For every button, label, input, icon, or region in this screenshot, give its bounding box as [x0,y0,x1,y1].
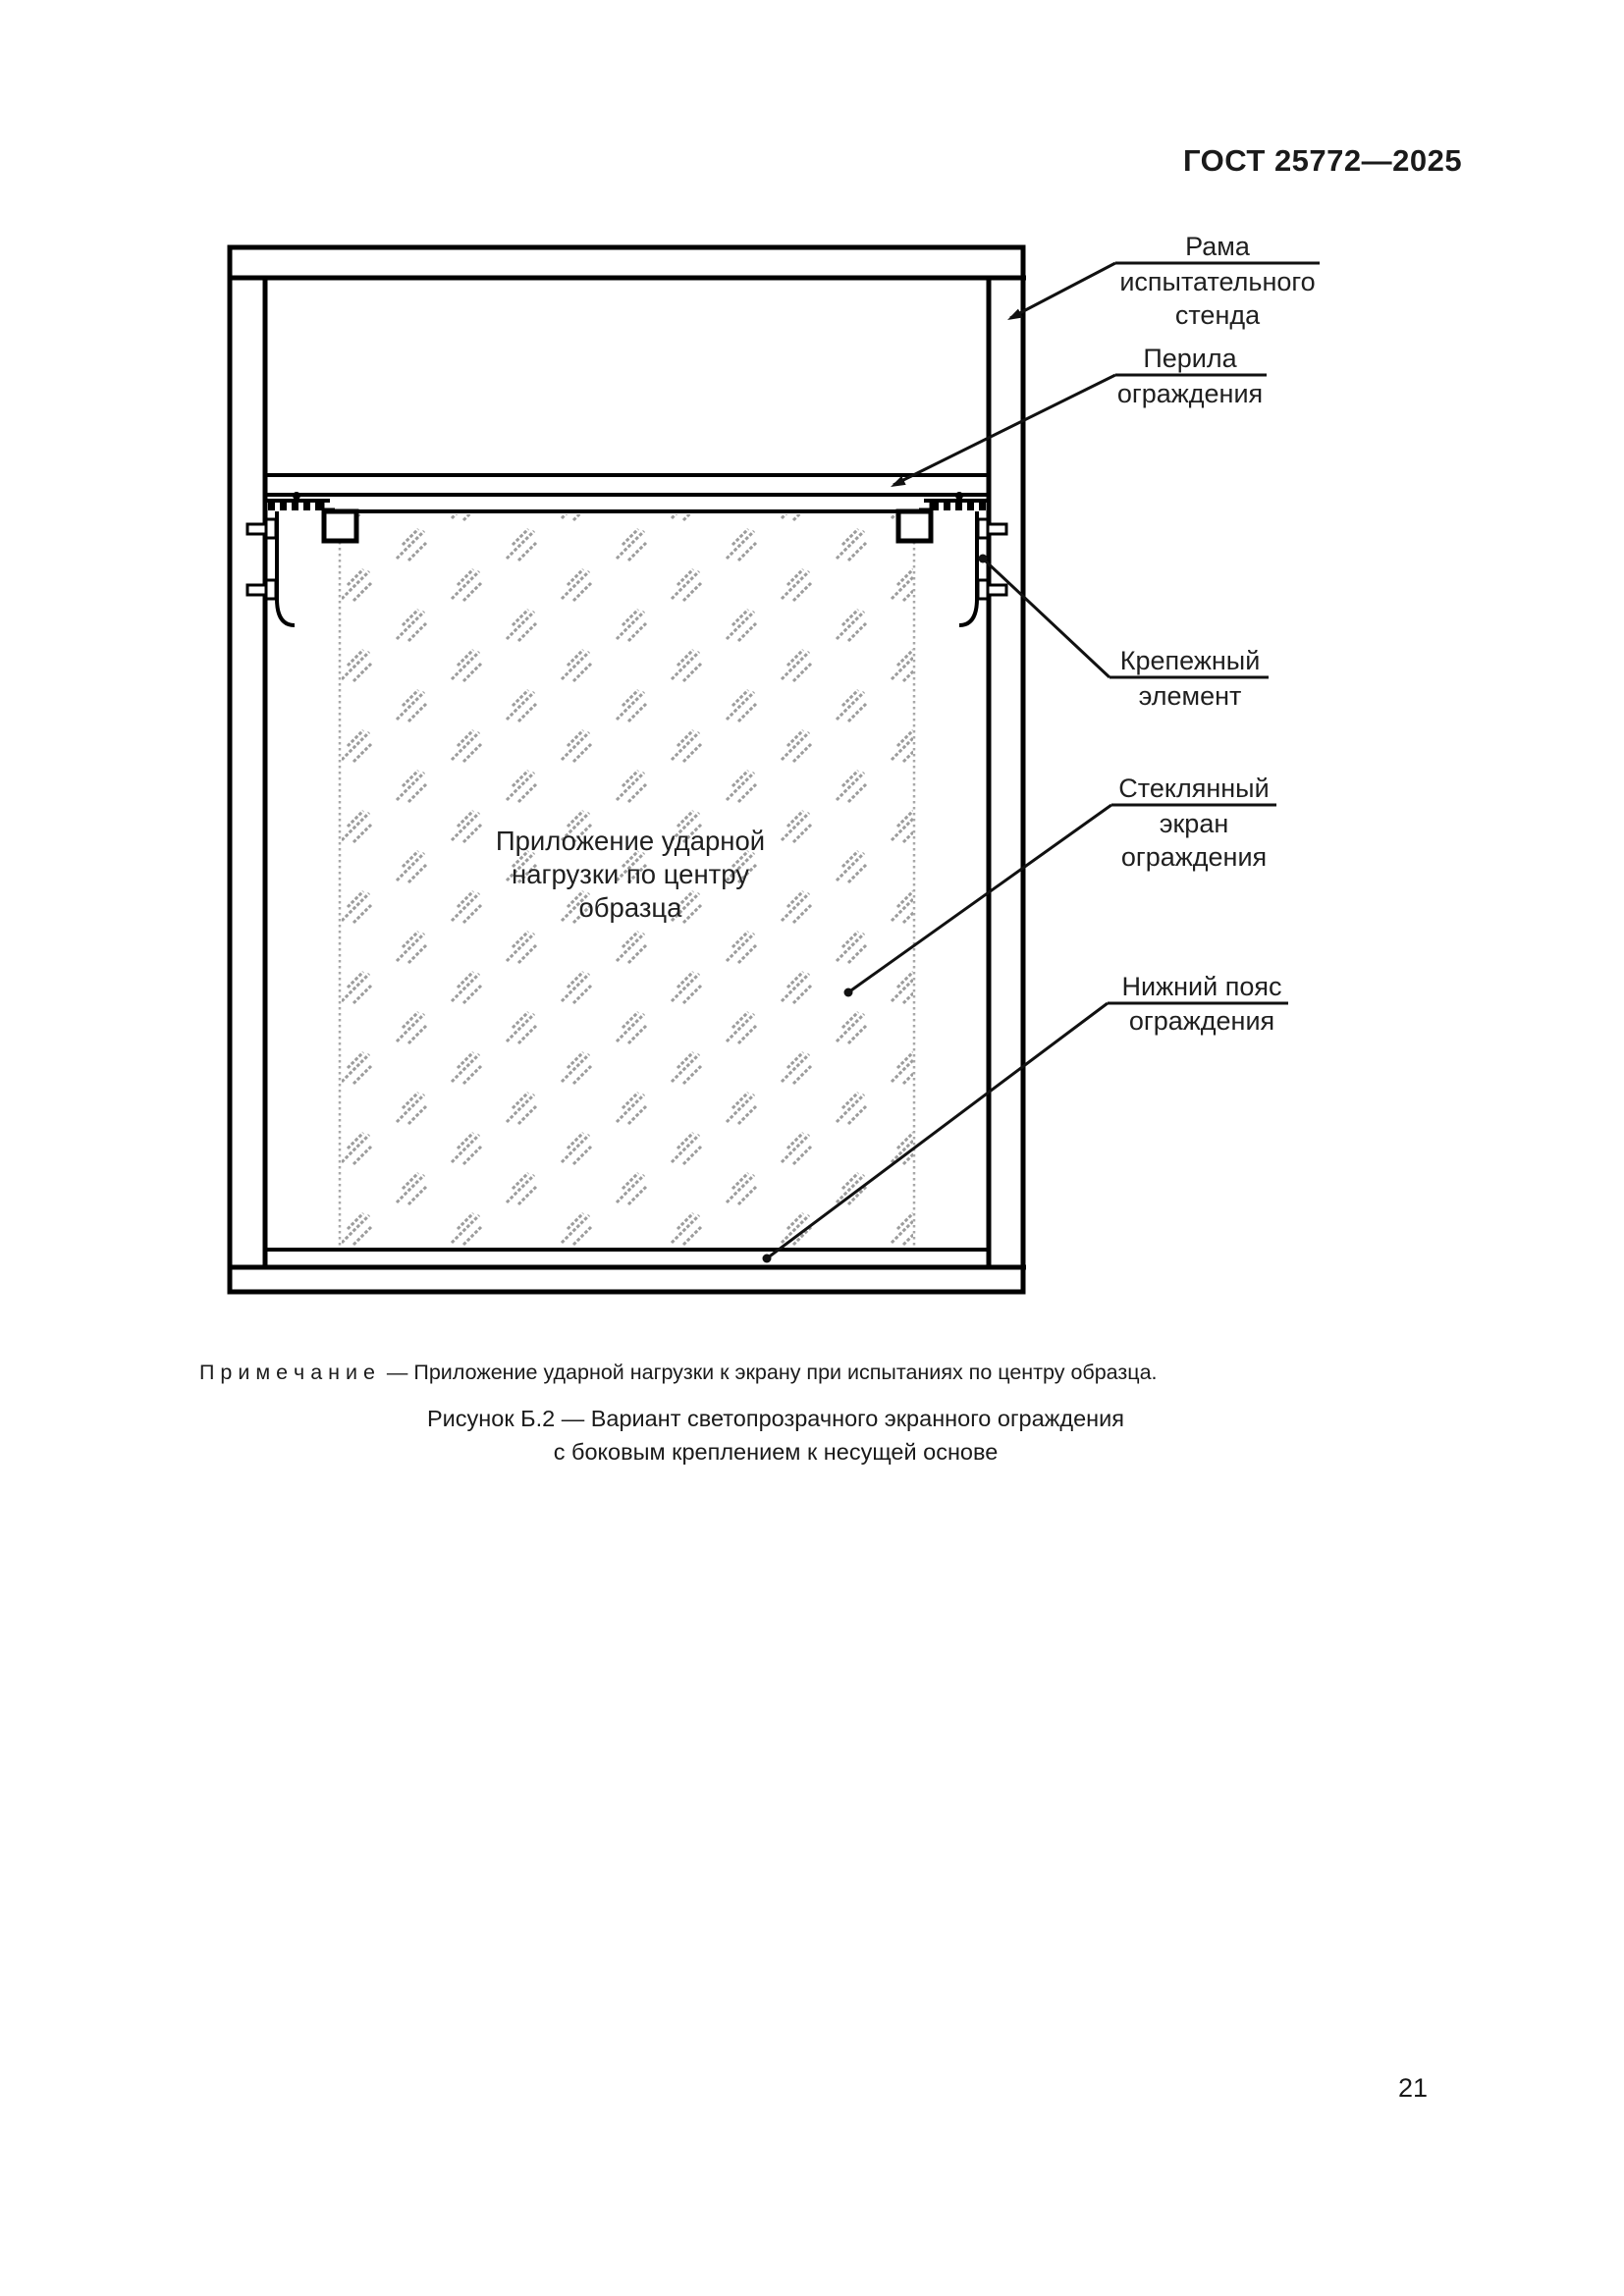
rivet-dot-left [293,492,300,500]
comb-teeth-right [932,503,986,510]
leader-dot [763,1255,772,1263]
doc-header: ГОСТ 25772—2025 [1183,143,1463,178]
leader-dot [979,555,988,563]
clamp-block-left [324,511,356,541]
callout-perila-line1: Перила [1143,344,1237,373]
callout-perila-line2: ограждения [1116,379,1264,408]
leader-arrow [1005,309,1023,325]
leader-arrow [889,476,906,492]
callout-steklo-line1: Стеклянный [1118,774,1270,803]
caption-line2: с боковым креплением к несущей основе [553,1439,999,1465]
callout-steklo-line3: ограждения [1120,842,1268,872]
rivet-dot-right [955,492,963,500]
page-number: 21 [1398,2073,1429,2103]
callout-nizhny-line1: Нижний пояс [1121,972,1282,1001]
callout-steklo-line2: экран [1159,809,1229,838]
impact-note-line2: нагрузки по центру [512,859,749,889]
callout-krepezh-line1: Крепежный [1119,646,1261,675]
figure-note [199,1361,1436,1385]
railing [265,475,989,495]
comb-teeth-left [268,503,322,510]
callout-rama-line2: испытательного [1119,267,1316,296]
impact-note-line3: образца [578,892,682,923]
impact-note-line1: Приложение ударной [495,826,766,856]
bolts-left [247,519,276,599]
figure-caption [0,1402,1551,1468]
callout-nizhny-line2: ограждения [1128,1006,1275,1036]
bracket-left [277,511,295,625]
clamp-block-right [898,511,931,541]
note-label: П р и м е ч а н и е [199,1361,375,1384]
leader-dot [844,988,853,997]
callout-railing [889,344,1267,491]
note-text: — Приложение ударной нагрузки к экрану при испытаниях по центру образца. [386,1361,1158,1384]
caption-line1: Рисунок Б.2 — Вариант светопрозрачного экранного ограждения [427,1406,1124,1431]
callout-rama-line3: стенда [1174,300,1261,330]
callout-rama-line1: Рама [1185,232,1250,261]
callout-krepezh-line2: элемент [1138,681,1242,711]
callout-test-stand-frame [1005,232,1320,330]
bracket-right [959,511,977,625]
